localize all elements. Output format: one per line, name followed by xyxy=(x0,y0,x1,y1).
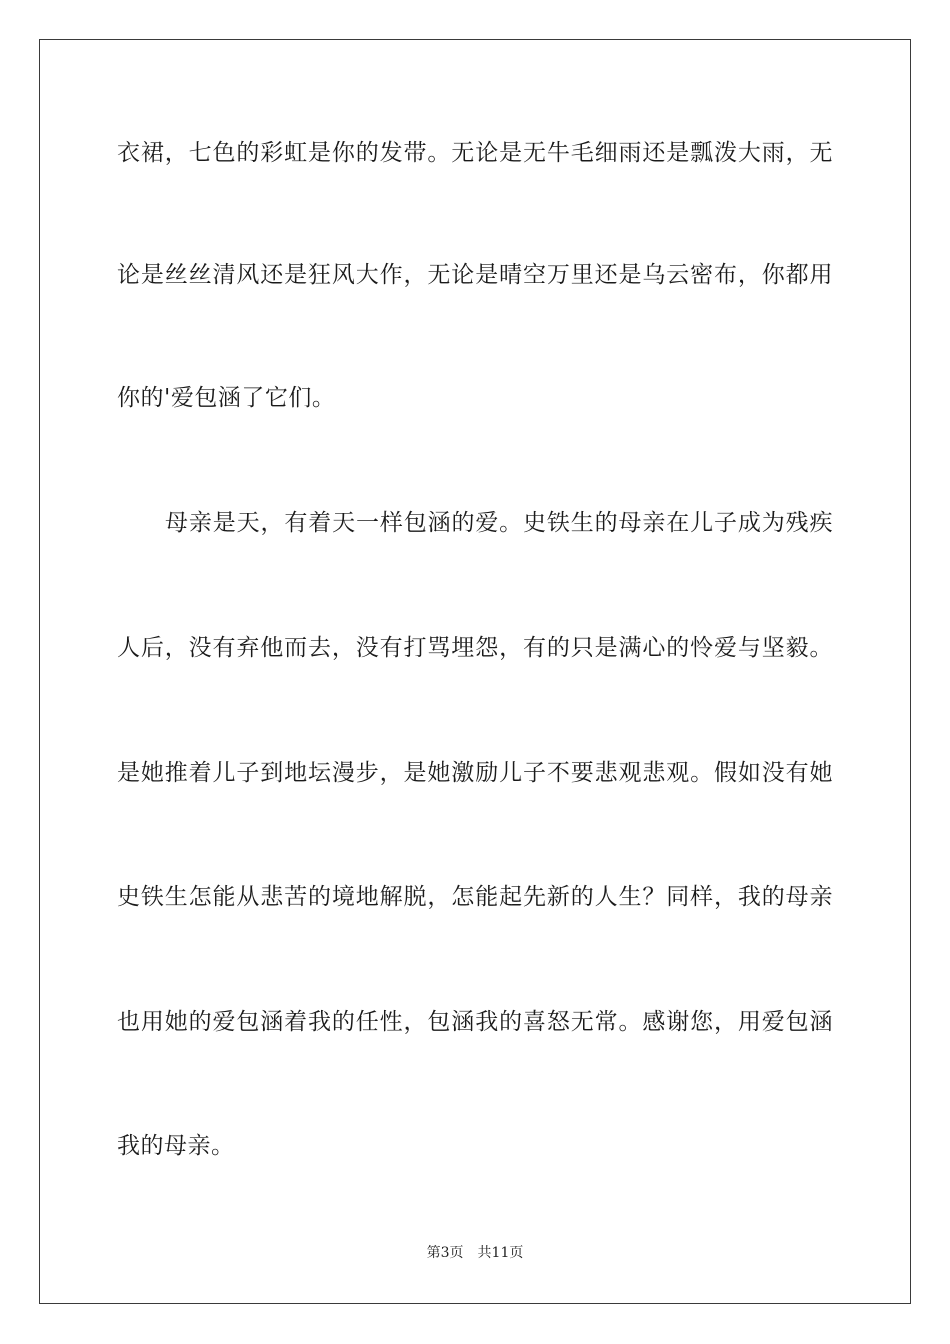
page-total: 共11页 xyxy=(477,1245,524,1261)
text-line-8: 也用她的爱包涵着我的任性，包涵我的喜怒无常。感谢您，用爱包涵 xyxy=(117,1009,833,1035)
page-footer xyxy=(0,1243,950,1263)
text-line-6: 是她推着儿子到地坛漫步，是她激励儿子不要悲观悲观。假如没有她 xyxy=(117,760,833,786)
page-number: 第3页 xyxy=(426,1245,464,1261)
text-line-3: 你的'爱包涵了它们。 xyxy=(117,385,336,411)
page-border xyxy=(39,39,911,1304)
text-line-1: 衣裙，七色的彩虹是你的发带。无论是无牛毛细雨还是瓢泼大雨，无 xyxy=(117,140,833,166)
text-line-5: 人后，没有弃他而去，没有打骂埋怨，有的只是满心的怜爱与坚毅。 xyxy=(117,635,833,661)
text-line-9: 我的母亲。 xyxy=(117,1133,235,1159)
text-line-7: 史铁生怎能从悲苦的境地解脱，怎能起先新的人生？同样，我的母亲 xyxy=(117,884,833,910)
text-line-2: 论是丝丝清风还是狂风大作，无论是晴空万里还是乌云密布，你都用 xyxy=(117,262,833,288)
text-line-4: 母亲是天，有着天一样包涵的爱。史铁生的母亲在儿子成为残疾 xyxy=(165,510,833,536)
